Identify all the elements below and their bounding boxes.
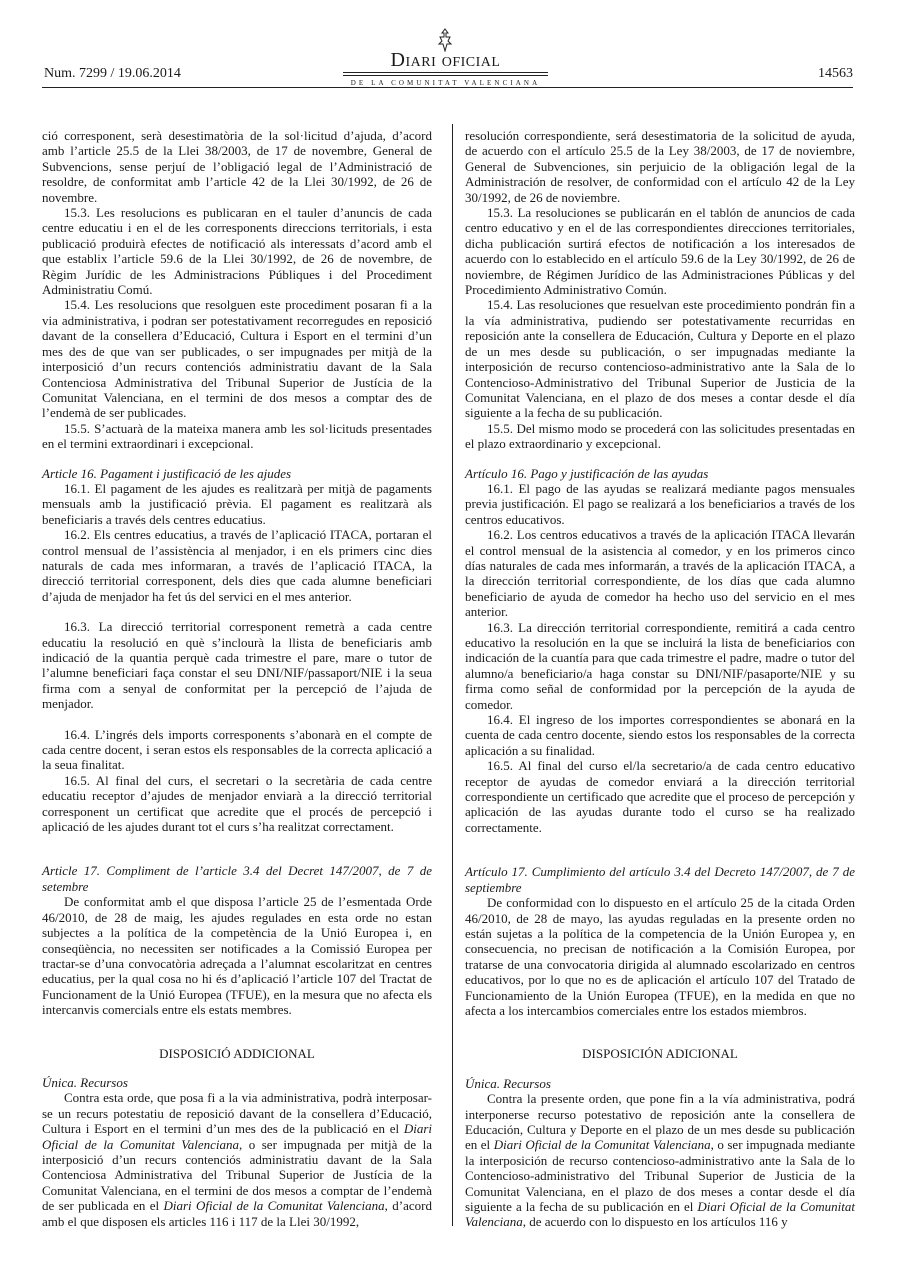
article-heading: Artículo 16. Pago y justificación de las ayudas [465, 465, 709, 481]
masthead-title: Diari oficial [390, 49, 501, 71]
header-rule [42, 87, 853, 88]
paragraph: resolución correspondiente, será desestimatoria de la solicitud de ayuda, de acuerdo con el artículo 25.5 de la Ley 38/2003, de 17 de noviembre, General de Subvenciones, sin perjuicio de la obligación legal de la Administración de resolver, de conformidad con el artículo 42 de la Ley 30/1992, de 26 de noviembre. [465, 128, 855, 205]
paragraph: 16.5. Al final del curso el/la secretario/a de cada centro educativo receptor de ayudas de comedor enviará a la dirección territorial correspondiente un certificado que acredite que el proceso de percepción y aplicación de las ayudas durante todo el curso se ha realizado correctamente. [465, 758, 855, 835]
article-heading: Única. Recursos [42, 1074, 128, 1090]
paragraph: 15.3. La resoluciones se publicarán en el tablón de anuncios de cada centro educativo y en el de las correspondientes direcciones territoriales, dicha publicación surtirá efectos de notificación a los interesados de acuerdo con lo establecido en el artículo 59.6 de la Ley 30/1992, de 26 de noviembre, de Régimen Jurídico de las Administraciones Públicas y del Procedimiento Administrativo Común. [465, 205, 855, 298]
paragraph: 16.2. Los centros educativos a través de la aplicación ITACA llevarán el control mensual de la asistencia al comedor, y en los primeros cinco días naturales de cada mes informarán, a través de la aplicación ITACA, a la dirección territorial correspondiente, de los días que cada alumno beneficiario de ayuda de comedor ha hecho uso del servicio en el mes anterior. [465, 527, 855, 620]
paragraph: De conformitat amb el que disposa l’article 25 de l’esmentada Orde 46/2010, de 28 de maig, les ajudes regulades en esta orde no estan subjectes a la política de la competència de la Unió Europea i, en conseqüència, no necessiten ser notificades a la Comissió Europea per tractar-se d’una convocatòria adreçada a l’alumnat escolaritzat en centres educatius, per la qual cosa no hi és d’aplicació l’article 107 del Tractat de Funcionament de la Unió Europea (TFUE), en la mesura que no afecta els intercanvis comercials entre els estats membres. [42, 894, 432, 1018]
paragraph: 15.5. Del mismo modo se procederá con las solicitudes presentadas en el plazo extraordinario y excepcional. [465, 420, 855, 452]
masthead [343, 28, 548, 90]
paragraph: 16.1. El pagament de les ajudes es realitzarà per mitjà de pagaments mensuals amb la justificació prèvia. El pagament es realitzarà als beneficiaris a través dels centres educatius. [42, 480, 432, 527]
article-heading: Artículo 17. Cumplimiento del artículo 3.4 del Decreto 147/2007, de 7 de septiembre [465, 864, 855, 895]
paragraph: 16.4. L’ingrés dels imports corresponents s’abonarà en el compte de cada centre docent, i seran estos els responsables de la correcta aplicació a la seua finalitat. [42, 726, 432, 773]
paragraph: 15.4. Las resoluciones que resuelvan este procedimiento pondrán fin a la vía administrativa, pudiendo ser potestativamente recurridas en reposición ante la consellera de Educación, Cultura y Deporte en el plazo de un mes desde su publicación, o ser impugnadas mediante la interposición de recurso contencioso-administrativo ante la Sala de lo Contencioso-Administrativo del Tribunal Superior de Justicia de la Comunitat Valenciana, en el plazo de dos meses a contar desde el día siguiente a la fecha de su publicación. [465, 297, 855, 421]
issue-number: Num. 7299 / 19.06.2014 [44, 66, 181, 81]
paragraph: 16.3. La direcció territorial corresponent remetrà a cada centre educatiu la resolució en què s’inclourà la llista de beneficiaris amb indicació de la quantia perquè cada trimestre el pare, mare o tutor de l’alumne beneficiari faça constar el seu DNI/NIF/passaport/NIE i la seua firma com a senyal de conformitat per la percepció de l’ajuda de menjador. [42, 619, 432, 712]
paragraph: Contra la presente orden, que pone fin a la vía administrativa, podrá interponerse recurso potestativo de reposición ante la consellera de Educación, Cultura y Deporte en el plazo de un mes desde su publicación en el Diari Oficial de la Comunitat Valenciana, o ser impugnada mediante la interposición de recurso contencioso-administrativo ante la Sala de lo Contencioso-administrativo del Tribunal Superior de Justicia de la Comunitat Valenciana, en el plazo de dos meses a contar desde el día siguiente a la fecha de su publicación en el Diari Oficial de la Comunitat Valenciana, de acuerdo con lo dispuesto en los artículos 116 y [465, 1091, 855, 1230]
article-heading: Única. Recursos [465, 1075, 551, 1091]
article-heading: Article 17. Compliment de l’article 3.4 del Decret 147/2007, de 7 de setembre [42, 863, 432, 894]
page-number: 14563 [818, 66, 853, 81]
paragraph: 16.5. Al final del curs, el secretari o la secretària de cada centre educatiu receptor d’ajudes de menjador enviarà a la direcció territorial corresponent un certificat que acredite que el procés de percepció i aplicació de les ajudes durant tot el curs s’ha realitzat correctament. [42, 772, 432, 835]
section-heading: DISPOSICIÓN ADICIONAL [582, 1046, 738, 1062]
paragraph: 16.4. El ingreso de los importes correspondientes se abonará en la cuenta de cada centro docente, siendo estos los responsables de la correcta aplicación a su finalidad. [465, 712, 855, 758]
column-divider [452, 124, 453, 1226]
column-spanish [465, 128, 855, 1230]
paragraph: 16.1. El pago de las ayudas se realizará mediante pagos mensuales previa justificación. El pago se realizará a los beneficiarios a través de los centros educativos. [465, 480, 855, 527]
paragraph: De conformidad con lo dispuesto en el artículo 25 de la citada Orden 46/2010, de 28 de mayo, las ayudas reguladas en la presente orden no están sujetas a la política de la competencia de la Unión Europea y, en consecuencia, no precisan de notificación a la Comisión Europea, por tratarse de una convocatoria dirigida al alumnado escolarizado en centros educativos, por lo que no es de aplicación el artículo 107 del Tratado de Funcionamiento de la Unión Europea (TFUE), en la medida en que no afecta a los intercambios comerciales entre los estados miembros. [465, 895, 855, 1018]
paragraph: 15.3. Les resolucions es publicaran en el tauler d’anuncis de cada centre educatiu i en el de les corresponents direccions territorials, i esta publicació produirà efectes de notificació als interessats d’acord amb el que establix l’article 59.6 de la Llei 30/1992, de 26 de novembre, de Règim Jurídic de les Administracions Públiques i del Procediment Administratiu Comú. [42, 205, 432, 298]
section-heading: DISPOSICIÓ ADDICIONAL [159, 1045, 315, 1061]
paragraph: 16.2. Els centres educatius, a través de l’aplicació ITACA, portaran el control mensual de l’assistència al menjador, i en els primers cinc dies naturals de cada mes informaran, a través de l’aplicació ITACA, la direcció territorial corresponent, dels dies que cada alumne beneficiari d’ajuda de menjador ha fet ús del servici en el mes anterior. [42, 527, 432, 604]
column-valencian [42, 128, 432, 1229]
paragraph: 15.4. Les resolucions que resolguen este procediment posaran fi a la via administrativa, i podran ser potestativament recorregudes en reposició davant de la consellera d’Educació, Cultura i Esport en el termini d’un mes des de que van ser publicades, o ser impugnades per mitjà de la interposició d’un recurs contenciós administratiu davant de la Sala Contenciosa Administrativa del Tribunal Superior de Justícia de la Comunitat Valenciana, en el termini de dos mesos a comptar des de l’endemà de ser publicades. [42, 297, 432, 421]
article-heading: Article 16. Pagament i justificació de les ajudes [42, 465, 292, 481]
paragraph: ció corresponent, serà desestimatòria de la sol·licitud d’ajuda, d’acord amb l’article 25.5 de la Llei 38/2003, de 17 de novembre, General de Subvencions, sense perjuí de l’obligació legal de l’Administració de resoldre, de conformitat amb l’article 42 de la Llei 30/1992, de 26 de novembre. [42, 128, 432, 205]
paragraph: 16.3. La dirección territorial correspondiente, remitirá a cada centro educativo la resolución en la que se incluirá la lista de beneficiarios con indicación de la cuantía para que cada trimestre el padre, madre o tutor del alumno/a beneficiario/a haga constar su DNI/NIF/pasaporte/NIE y su firma como señal de conformidad por la percepción de la ayuda de comedor. [465, 619, 855, 712]
paragraph: 15.5. S’actuarà de la mateixa manera amb les sol·licituds presentades en el termini extraordinari i excepcional. [42, 420, 432, 452]
masthead-subtitle: DE LA COMUNITAT VALENCIANA [350, 79, 541, 87]
paragraph: Contra esta orde, que posa fi a la via administrativa, podrà interposar-se un recurs potestatiu de reposició davant de la consellera d’Educació, Cultura i Esport en el termini d’un mes des de la publicació en el Diari Oficial de la Comunitat Valenciana, o ser impugnada per mitjà de la interposició d’un recurs contenciós administratiu davant de la Sala Contenciosa Administrativa del Tribunal Superior de Justícia de la Comunitat Valenciana, en el termini de dos mesos a comptar de l’endemà de ser publicada en el Diari Oficial de la Comunitat Valenciana, d’acord amb el que disposen els articles 116 i 117 de la Llei 30/1992, [42, 1090, 432, 1229]
